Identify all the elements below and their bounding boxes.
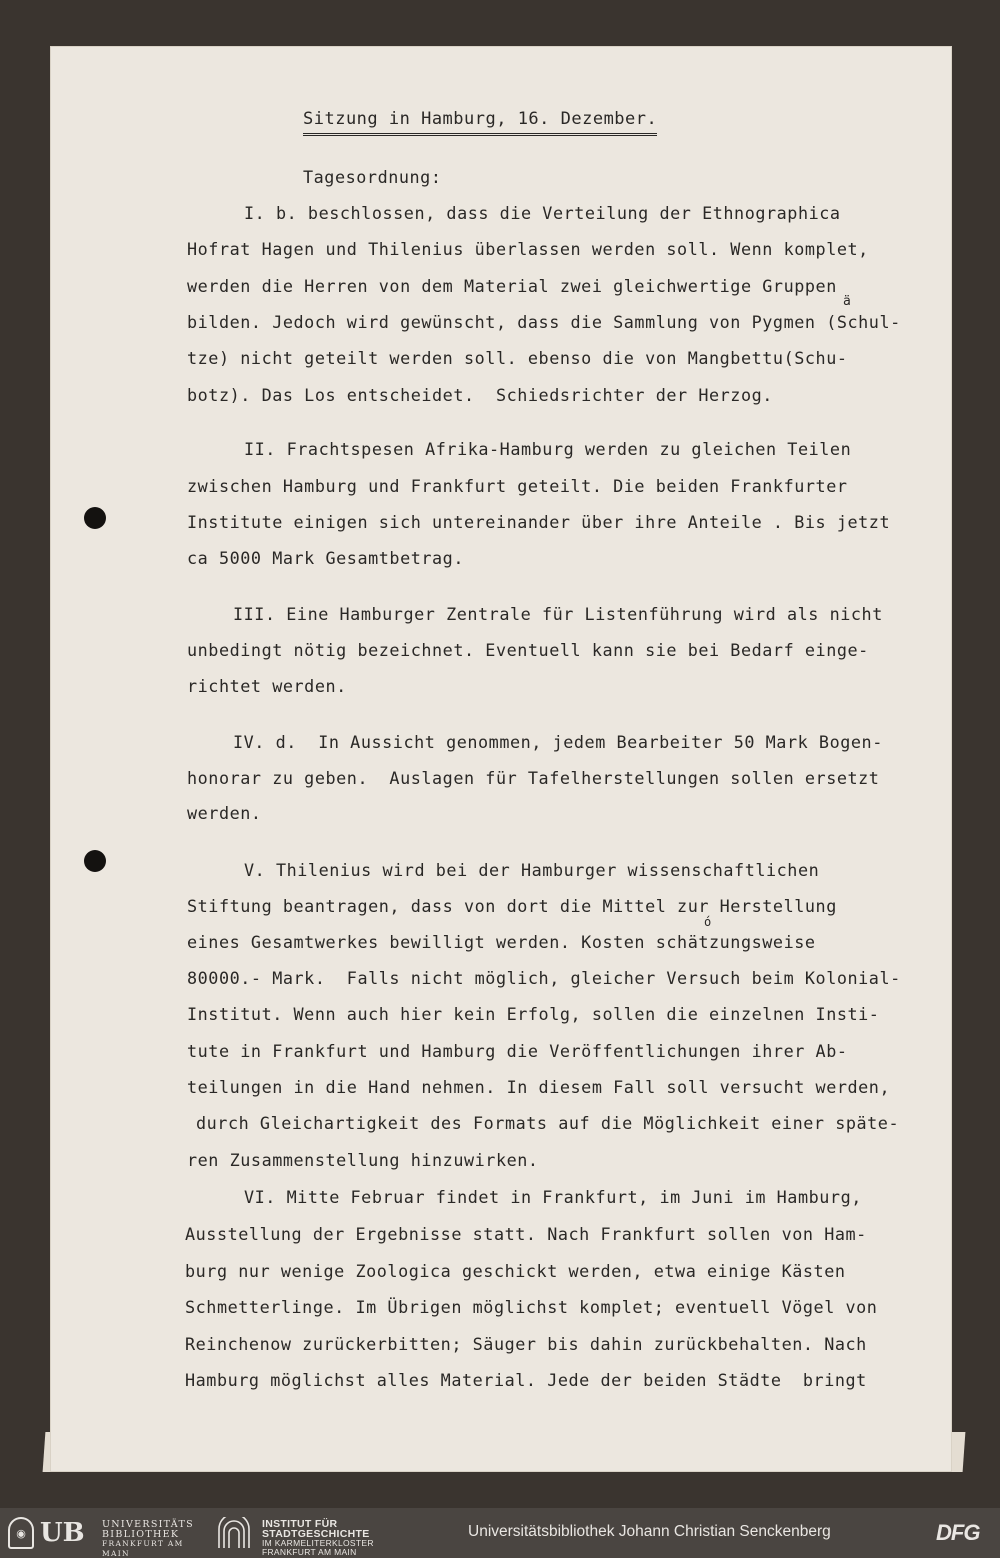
text-line: Schmetterlinge. Im Übrigen möglichst komplet; eventuell Vögel von	[185, 1297, 878, 1317]
text-line: Reinchenow zurückerbitten; Säuger bis dahin zurückbehalten. Nach	[185, 1334, 867, 1354]
footer-bar	[0, 1508, 1000, 1558]
arch-icon	[216, 1517, 252, 1549]
text-line: tute in Frankfurt und Hamburg die Veröffentlichungen ihrer Ab-	[187, 1041, 848, 1061]
text-line: Stiftung beantragen, dass von dort die Mittel zur Herstellung	[187, 896, 837, 916]
ub-logo[interactable]	[8, 1517, 196, 1558]
isg-logo-line: STADTGESCHICHTE	[262, 1528, 370, 1540]
text-line: teilungen in die Hand nehmen. In diesem Fall soll versucht werden,	[187, 1077, 891, 1097]
text-line: botz). Das Los entscheidet. Schiedsrichter der Herzog.	[187, 385, 773, 405]
text-line: bilden. Jedoch wird gewünscht, dass die Sammlung von Pygmen (Schul-	[187, 312, 901, 332]
text-line: Hofrat Hagen und Thilenius überlassen werden soll. Wenn komplet,	[187, 239, 869, 259]
ub-logo-text	[102, 1520, 196, 1558]
text-line: unbedingt nötig bezeichnet. Eventuell kann sie bei Bedarf einge-	[187, 640, 869, 660]
text-line: ca 5000 Mark Gesamtbetrag.	[187, 548, 464, 568]
text-line: Ausstellung der Ergebnisse statt. Nach Frankfurt sollen von Ham-	[185, 1224, 867, 1244]
ub-logo-line: BIBLIOTHEK	[102, 1528, 180, 1540]
text-line: honorar zu geben. Auslagen für Tafelherstellungen sollen ersetzt	[187, 768, 880, 788]
text-line: eines Gesamtwerkes bewilligt werden. Kosten schätzungsweise	[187, 932, 816, 952]
text-line: III. Eine Hamburger Zentrale für Listenführung wird als nicht	[233, 604, 883, 624]
isg-logo-text	[262, 1519, 374, 1556]
text-line: richtet werden.	[187, 676, 347, 696]
text-line: II. Frachtspesen Afrika-Hamburg werden zu gleichen Teilen	[244, 439, 852, 459]
isg-logo-line: FRANKFURT AM MAIN	[262, 1546, 357, 1557]
handwritten-annotation: ó	[704, 915, 712, 929]
dfg-logo[interactable]: DFG	[936, 1520, 980, 1545]
text-line: Hamburg möglichst alles Material. Jede der beiden Städte bringt	[185, 1370, 867, 1390]
isg-logo[interactable]	[216, 1517, 416, 1557]
text-line: burg nur wenige Zoologica geschickt werden, etwa einige Kästen	[185, 1261, 846, 1281]
text-line: I. b. beschlossen, dass die Verteilung der Ethnographica	[244, 203, 841, 223]
library-name-link[interactable]: Universitätsbibliothek Johann Christian Senckenberg	[468, 1523, 831, 1540]
text-line: werden die Herren von dem Material zwei gleichwertige Gruppen	[187, 276, 837, 296]
handwritten-annotation: ä	[843, 294, 852, 309]
text-line: zwischen Hamburg und Frankfurt geteilt. Die beiden Frankfurter	[187, 476, 848, 496]
document-title: Sitzung in Hamburg, 16. Dezember.	[303, 109, 657, 136]
text-line: IV. d. In Aussicht genommen, jedem Bearbeiter 50 Mark Bogen-	[233, 732, 883, 752]
text-line: Institut. Wenn auch hier kein Erfolg, sollen die einzelnen Insti-	[187, 1004, 880, 1024]
ub-logo-line: FRANKFURT AM MAIN	[102, 1539, 184, 1558]
isg-logo-line: IM KARMELITERKLOSTER	[262, 1538, 374, 1548]
text-line: 80000.- Mark. Falls nicht möglich, gleicher Versuch beim Kolonial-	[187, 968, 901, 988]
text-line: ren Zusammenstellung hinzuwirken.	[187, 1150, 539, 1170]
ub-logo-short: UB	[40, 1518, 85, 1548]
text-line: durch Gleichartigkeit des Formats auf die Möglichkeit einer späte-	[196, 1113, 900, 1133]
text-line: Tagesordnung:	[303, 167, 442, 187]
isg-logo-line: INSTITUT FÜR	[262, 1518, 338, 1530]
text-line: VI. Mitte Februar findet in Frankfurt, im Juni im Hamburg,	[244, 1187, 862, 1207]
ub-seal-icon: ◉	[8, 1517, 34, 1549]
ub-logo-line: UNIVERSITÄTS	[102, 1519, 194, 1530]
text-line: werden.	[187, 803, 262, 823]
text-line: tze) nicht geteilt werden soll. ebenso die von Mangbettu(Schu-	[187, 348, 848, 368]
text-line: Institute einigen sich untereinander über ihre Anteile . Bis jetzt	[187, 512, 891, 532]
text-line: V. Thilenius wird bei der Hamburger wissenschaftlichen	[244, 860, 820, 880]
